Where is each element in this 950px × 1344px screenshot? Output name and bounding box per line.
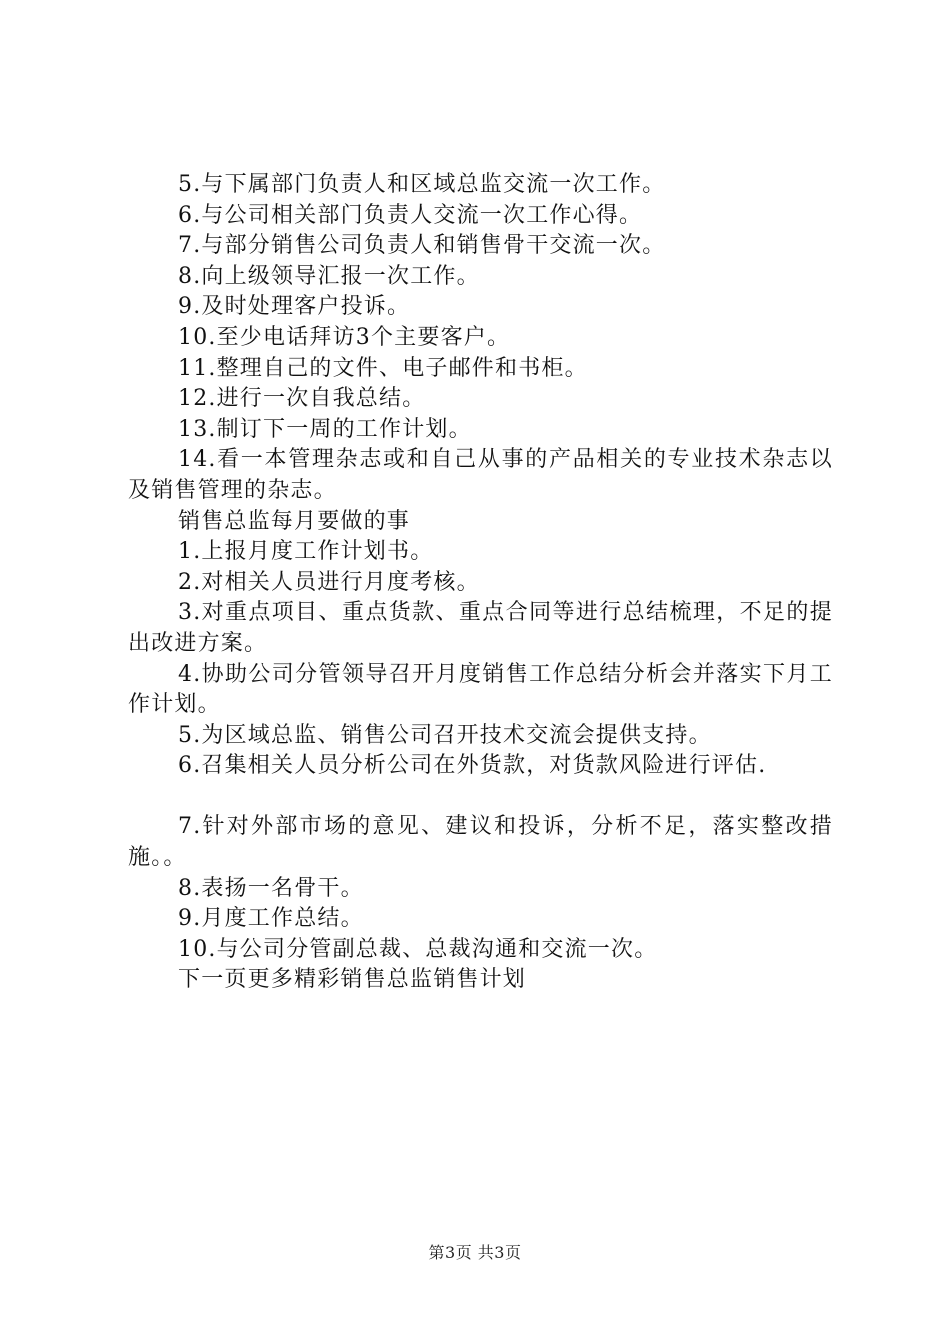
list-item: 10.与公司分管副总裁、总裁沟通和交流一次。 [178,936,658,962]
list-item: 9.及时处理客户投诉。 [178,294,411,320]
list-item: 12.进行一次自我总结。 [178,386,426,412]
list-item: 5.为区域总监、销售公司召开技术交流会提供支持。 [178,722,712,748]
list-item: 8.表扬一名骨干。 [178,875,364,901]
section-heading: 销售总监每月要做的事 [178,508,411,534]
list-item: 7.针对外部市场的意见、建议和投诉，分析不足，落实整改措施。。 [128,814,833,871]
list-item: 10.至少电话拜访3个主要客户。 [178,324,511,350]
list-item: 7.与部分销售公司负责人和销售骨干交流一次。 [178,233,666,259]
list-item: 3.对重点项目、重点货款、重点合同等进行总结梳理，不足的提出改进方案。 [128,600,833,656]
document-body [128,170,833,996]
list-item: 4.协助公司分管领导召开月度销售工作总结分析会并落实下月工作计划。 [128,661,833,718]
page-number-footer: 第3页 共3页 [428,1243,522,1262]
list-item: 2.对相关人员进行月度考核。 [178,569,480,595]
list-item: 13.制订下一周的工作计划。 [178,416,472,442]
next-page-note: 下一页更多精彩销售总监销售计划 [178,967,527,993]
list-item: 14.看一本管理杂志或和自己从事的产品相关的专业技术杂志以及销售管理的杂志。 [128,447,833,503]
list-item: 5.与下属部门负责人和区域总监交流一次工作。 [178,172,666,197]
list-item: 9.月度工作总结。 [178,906,364,932]
list-item: 11.整理自己的文件、电子邮件和书柜。 [178,355,588,381]
list-item: 6.与公司相关部门负责人交流一次工作心得。 [178,202,643,228]
list-item: 6.召集相关人员分析公司在外货款，对货款风险进行评估. [178,753,767,779]
list-item: 1.上报月度工作计划书。 [178,539,434,565]
blank-line [128,782,833,813]
list-item: 8.向上级领导汇报一次工作。 [178,263,480,289]
